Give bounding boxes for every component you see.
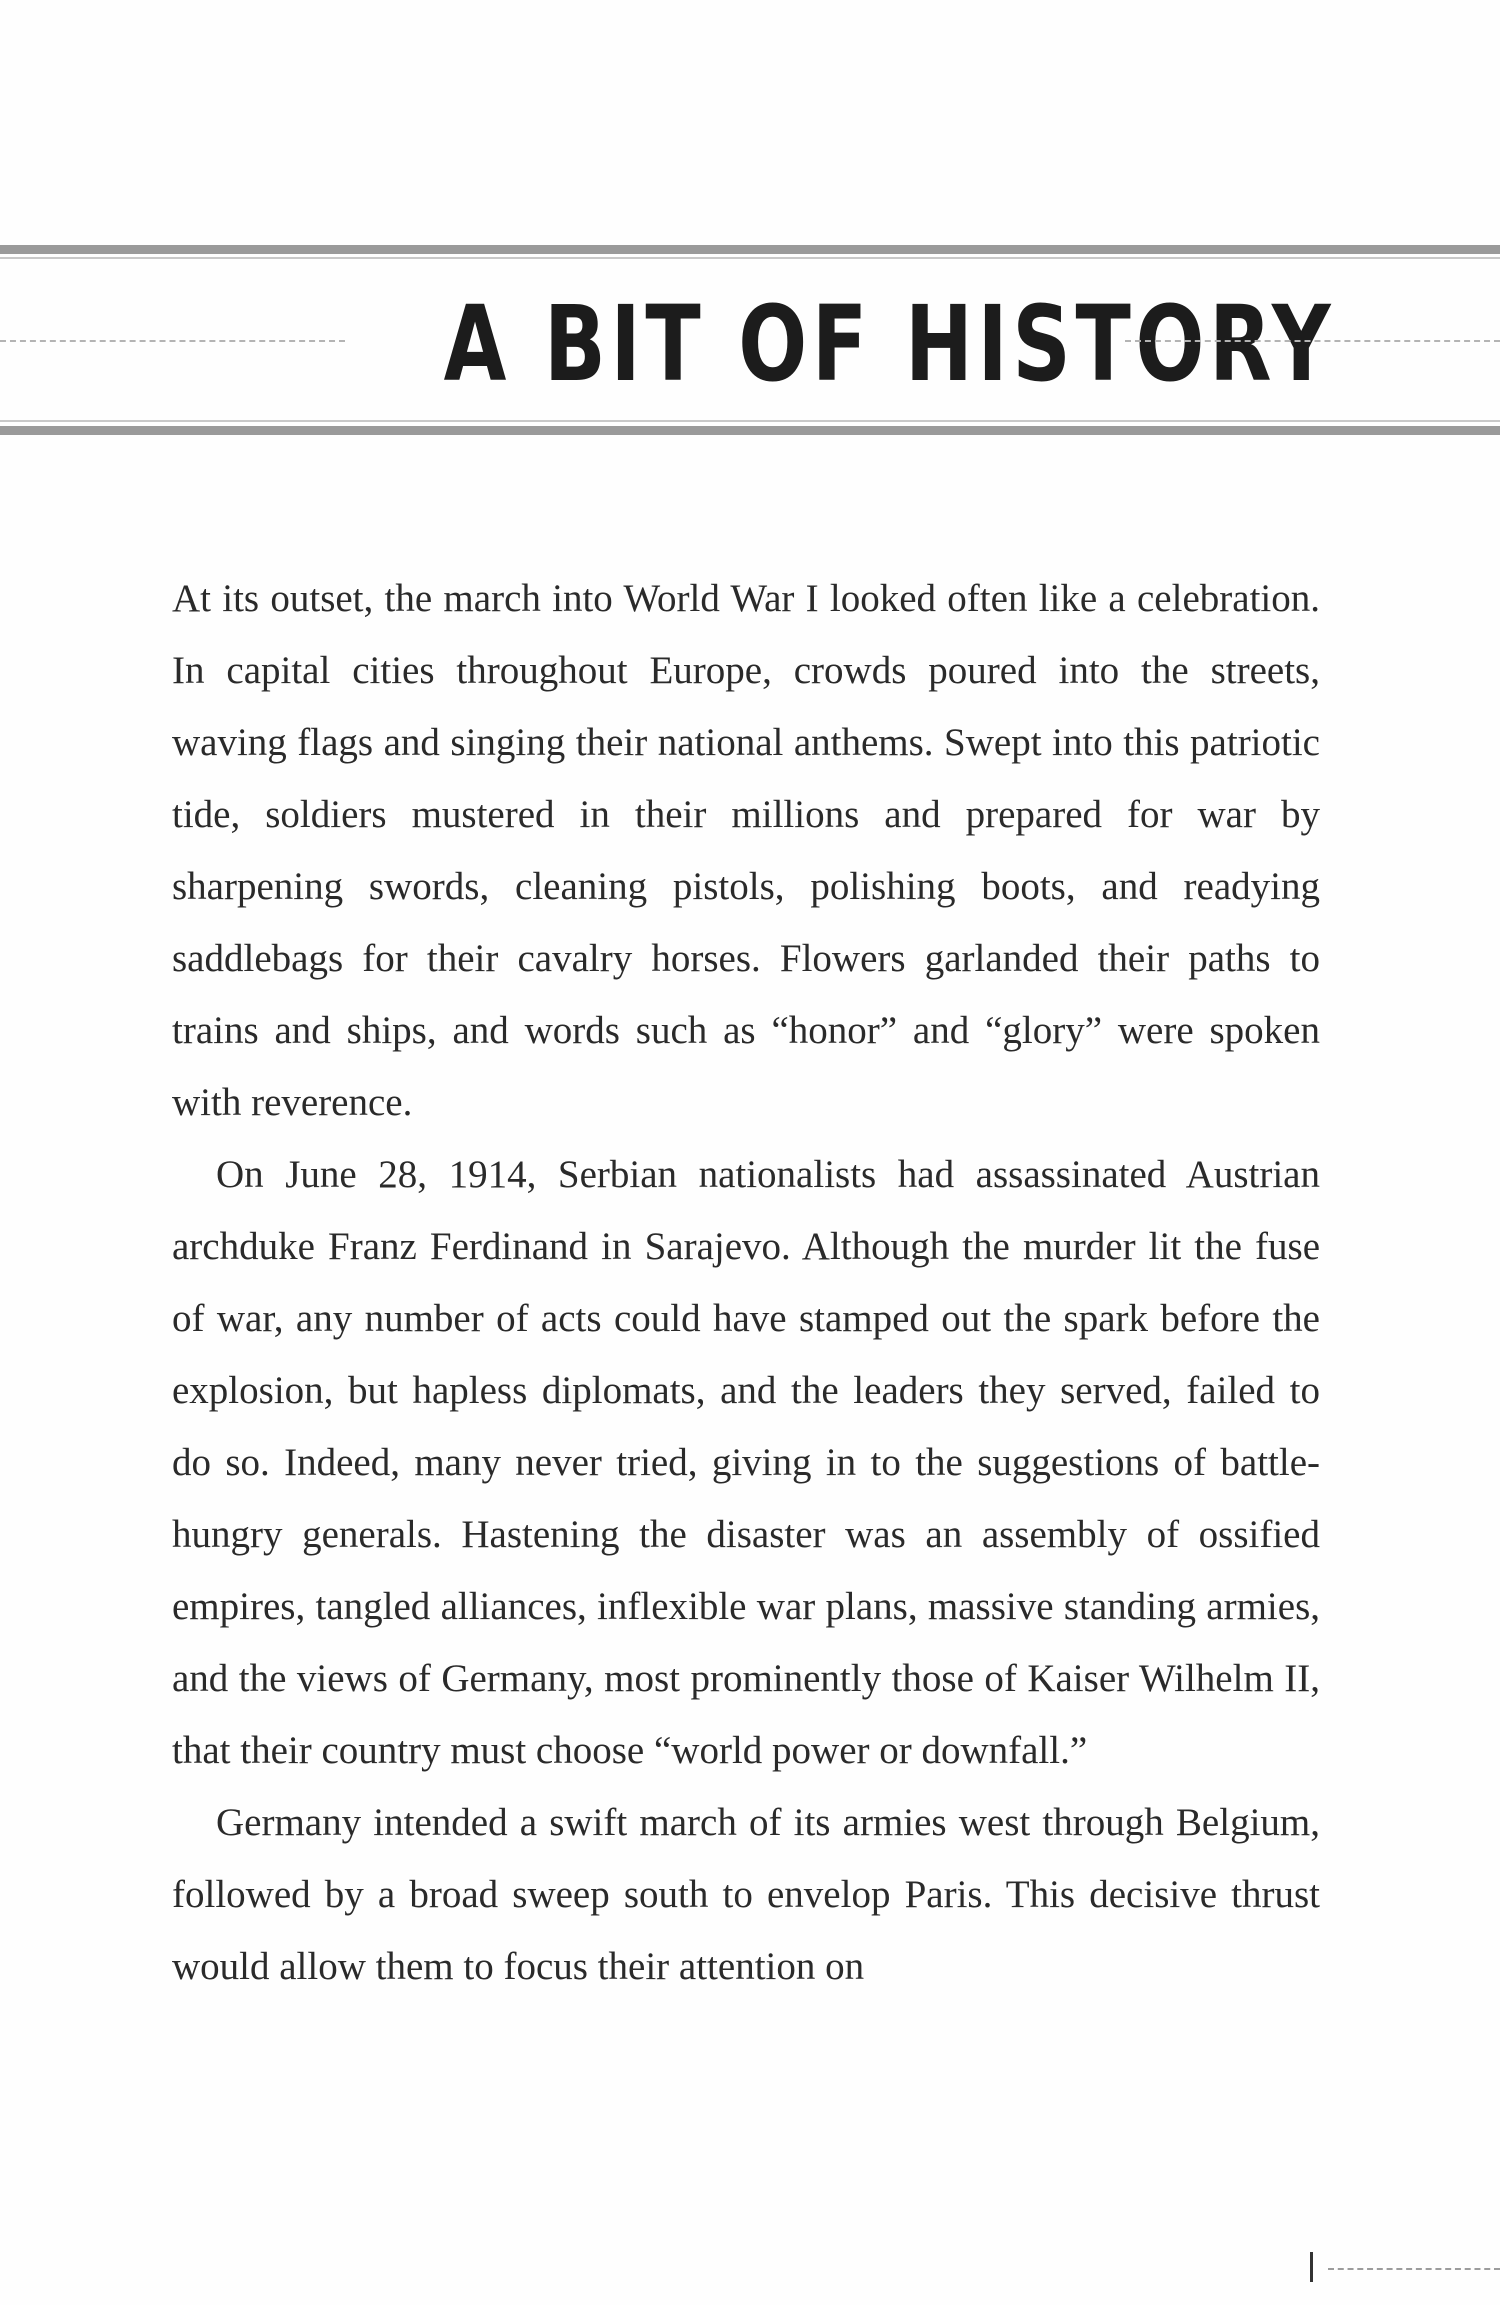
header-dash-left (0, 340, 345, 342)
header-rule-top-thin (0, 257, 1500, 259)
header-dash-right (1125, 340, 1500, 342)
footer-bar-mark (1310, 2252, 1313, 2282)
paragraph: At its outset, the march into World War I looked often like a celebration. In capital cities throughout Europe, crowds poured into the streets, waving flags and singing their national anthems. Swept into this patriotic tide, soldiers mustered in their millions and prepared for war by sharpening swords, cleaning pistols, polishing boots, and readying saddlebags for their cavalry horses. Flowers garlanded their paths to trains and ships, and words such as “honor” and “glory” were spoken with reverence. (172, 577, 1320, 1124)
paragraph: Germany intended a swift march of its armies west through Belgium, followed by a broad sweep south to envelop Paris. This decisive thrust would allow them to focus their attention on (172, 1801, 1320, 1988)
chapter-title: A BIT OF HISTORY (443, 283, 1336, 405)
header-rule-bottom (0, 426, 1500, 435)
paragraph: On June 28, 1914, Serbian nationalists had assassinated Austrian archduke Franz Ferdinand in Sarajevo. Although the murder lit the fuse of war, any number of acts could have stamped out the spark before the explosion, but hapless diplomats, and the leaders they served, failed to do so. Indeed, many never tried, giving in to the suggestions of battle-hungry generals. Hastening the disaster was an assembly of ossified empires, tangled alliances, inflexible war plans, massive standing armies, and the views of Germany, most prominently those of Kaiser Wilhelm II, that their country must choose “world power or downfall.” (172, 1153, 1320, 1772)
body-text (172, 563, 1320, 2003)
header-rule-bottom-thin (0, 420, 1500, 422)
footer-dash (1328, 2268, 1500, 2270)
header-rule-top (0, 245, 1500, 254)
